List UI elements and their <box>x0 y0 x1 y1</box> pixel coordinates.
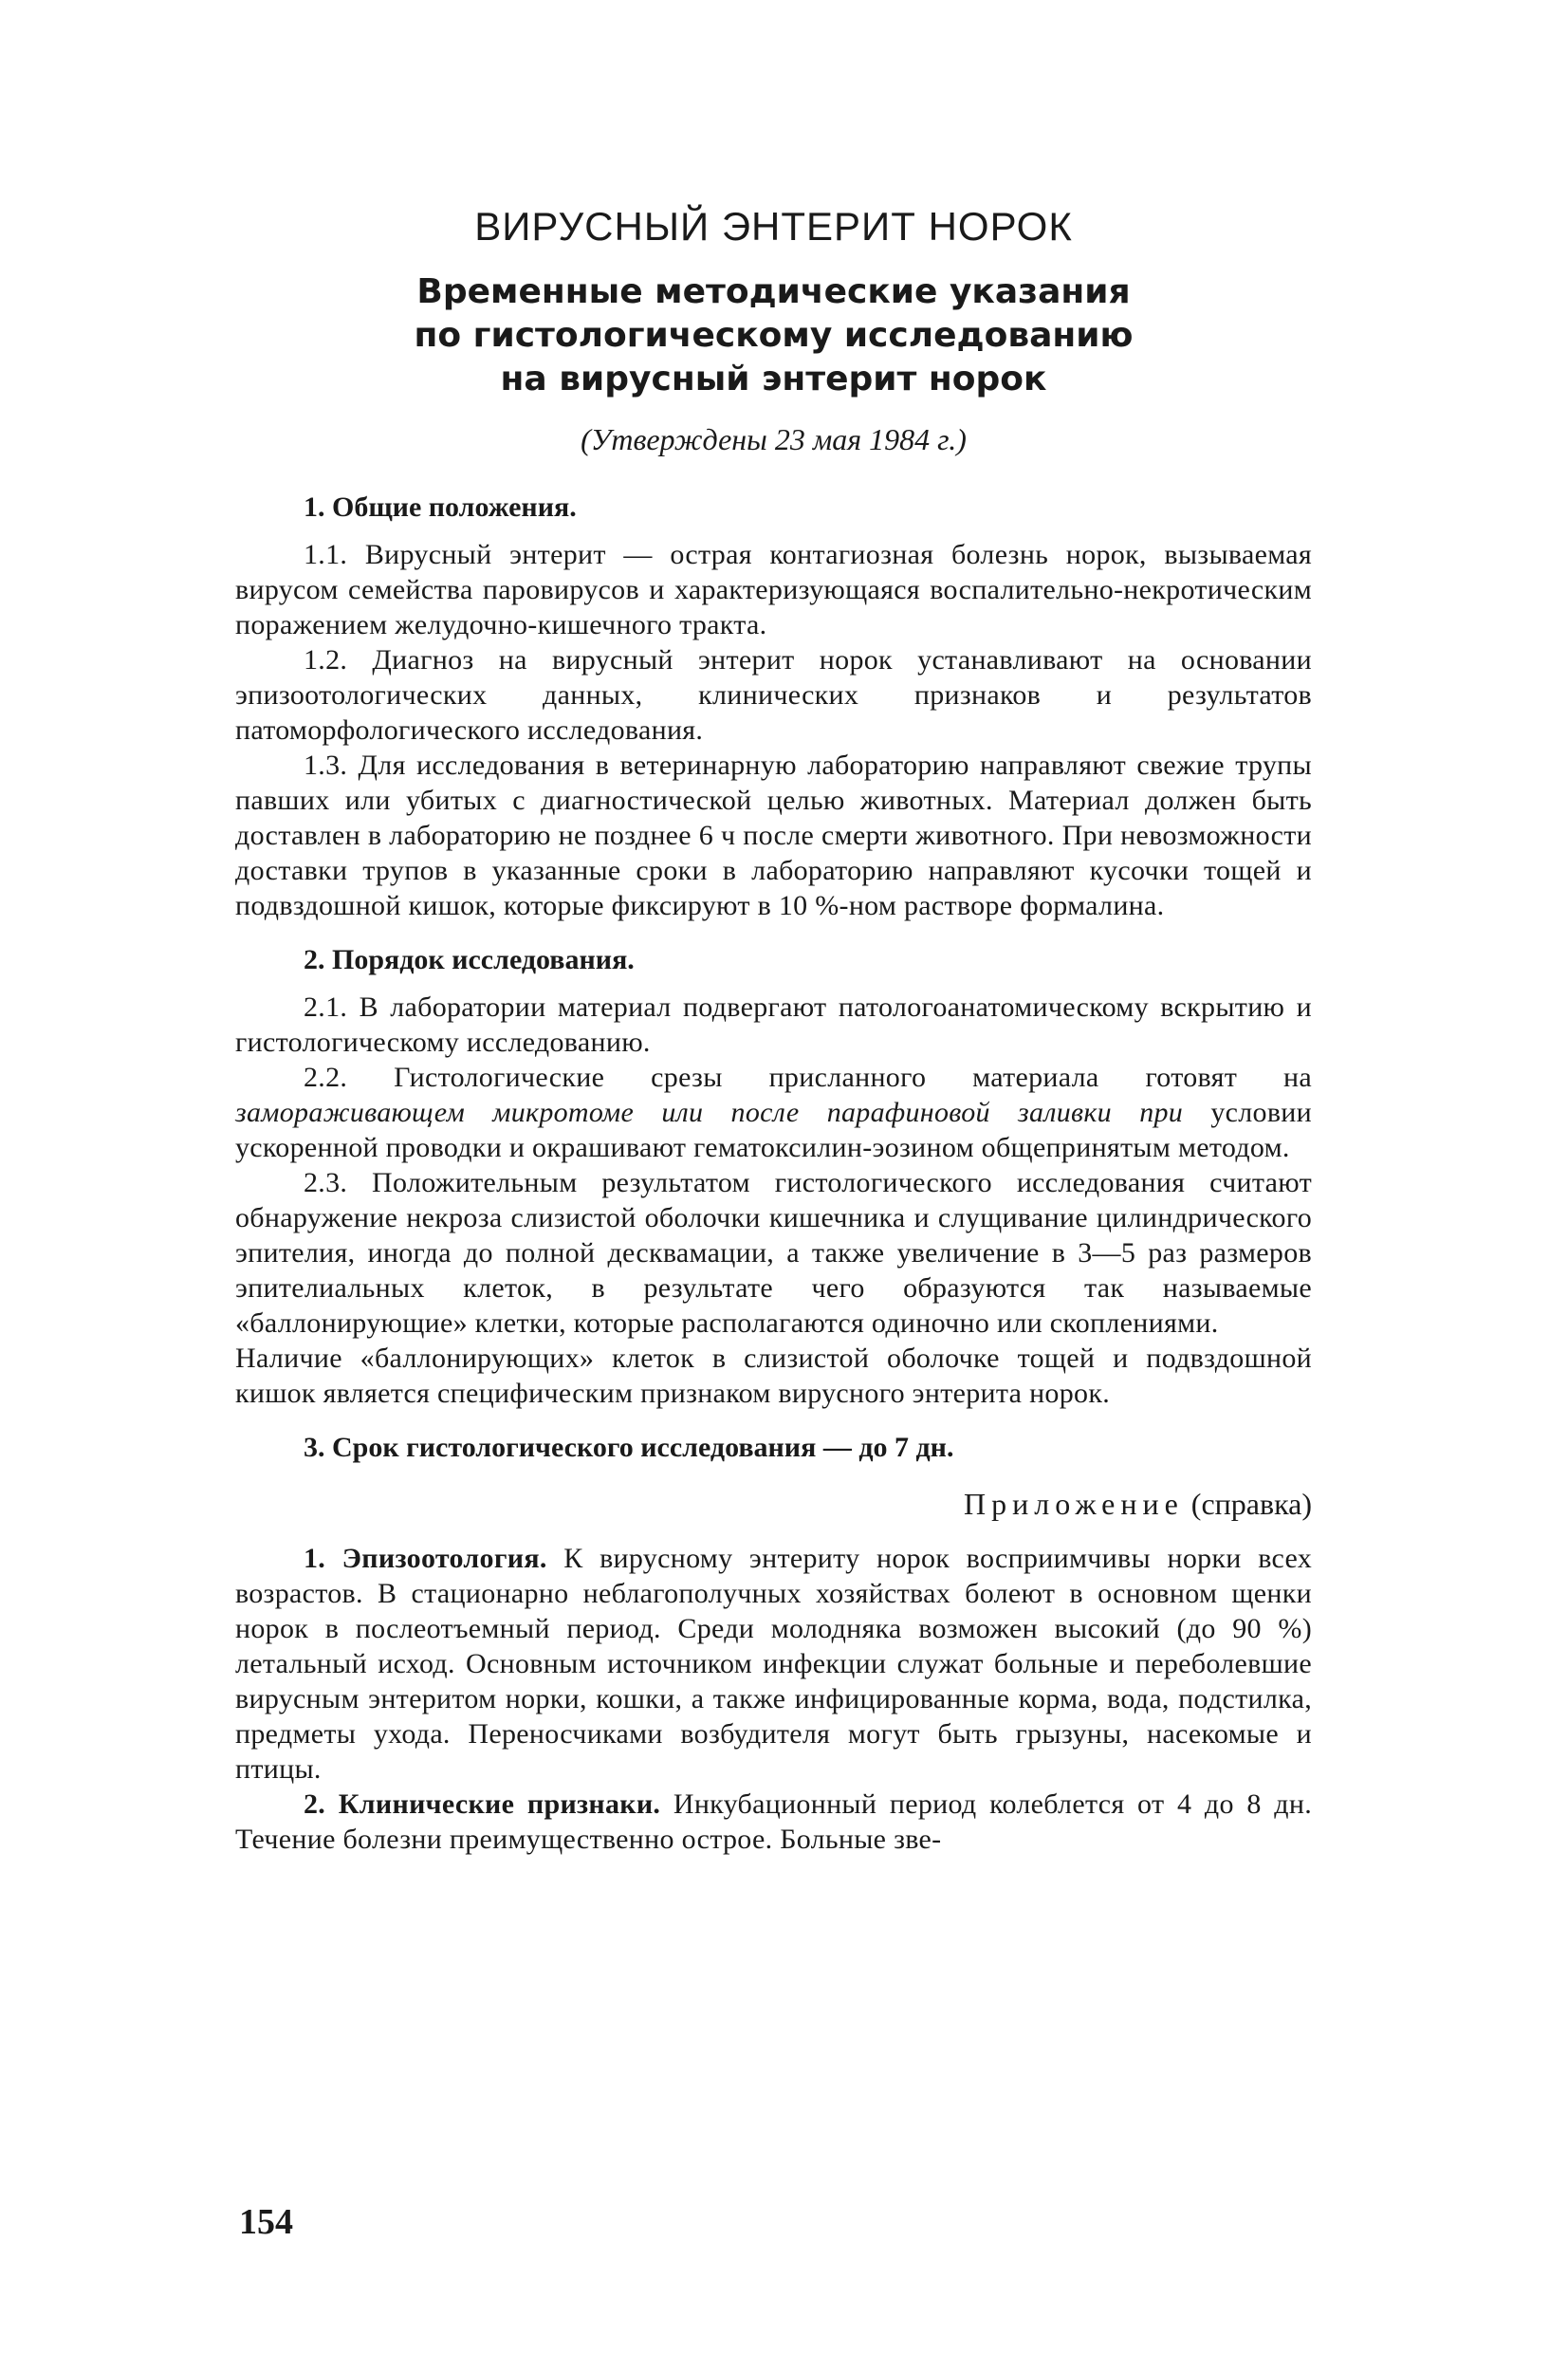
paragraph-2-2-start: 2.2. Гистологические срезы присланного материала готовят на <box>304 1062 1312 1093</box>
page-number: 154 <box>239 2202 293 2242</box>
appendix-label-rest: (справка) <box>1183 1487 1312 1521</box>
section-2-heading: 2. Порядок исследования. <box>304 944 635 975</box>
section-3-heading: 3. Срок гистологического исследования — до 7 дн. <box>304 1432 954 1463</box>
appendix-paragraph-1 <box>235 1541 1312 1787</box>
paragraph-1-1: 1.1. Вирусный энтерит — острая контагиозная болезнь норок, вызываемая вирусом семейства паровирусов и характеризующаяся воспалительно-некротическим поражением желудочно-кишечного тракта. <box>235 539 1312 640</box>
document-title: ВИРУСНЫЙ ЭНТЕРИТ НОРОК <box>474 204 1073 249</box>
paragraph-2-1: 2.1. В лаборатории материал подвергают патологоанатомическому вскрытию и гистологическому исследованию. <box>235 991 1312 1058</box>
paragraph-1-2: 1.2. Диагноз на вирусный энтерит норок устанавливают на основании эпизоотологических данных, клинических признаков и результатов патоморфологического исследования. <box>235 644 1312 746</box>
appendix-1-title: 1. Эпизоотология. <box>304 1543 547 1574</box>
appendix-2-title: 2. Клинические признаки. <box>304 1788 661 1820</box>
paragraph-2-3-continued: Наличие «баллонирующих» клеток в слизистой оболочке тощей и подвздошной кишок является специфическим признаком вирусного энтерита норок. <box>235 1343 1312 1409</box>
subtitle-line-3: на вирусный энтерит норок <box>500 360 1047 398</box>
appendix-1-text: К вирусному энтериту норок восприимчивы норки всех возрастов. В стационарно неблагополучных хозяйствах болеют в основном щенки норок в послеотъемный период. Среди молодняка возможен высокий (до 90 %) летальный исход. Основным источником инфекции служат больные и переболевшие вирусным энтеритом норки, кошки, а также инфицированные корма, вода, подстилка, предметы ухода. Переносчиками возбудителя могут быть грызуны, насекомые и птицы. <box>235 1543 1312 1785</box>
appendix-2-text: Инкубационный период колеблется от 4 до 8 дн. Течение болезни преимущественно острое. Больные зве- <box>235 1788 1313 1855</box>
document-page <box>235 204 1312 1857</box>
approval-date: (Утверждены 23 мая 1984 г.) <box>581 422 967 456</box>
paragraph-1-3: 1.3. Для исследования в ветеринарную лабораторию направляют свежие трупы павших или убитых с диагностической целью животных. Материал должен быть доставлен в лабораторию не позднее 6 ч после смерти животного. При невозможности доставки трупов в указанные сроки в лабораторию направляют кусочки тощей и подвздошной кишок, которые фиксируют в 10 %-ном растворе формалина. <box>235 750 1312 921</box>
paragraph-2-2 <box>235 1060 1312 1165</box>
paragraph-2-2-italic: замораживающем микротоме или после парафиновой заливки при <box>235 1097 1184 1128</box>
paragraph-2-2-end: условии ускоренной проводки и окрашивают гематоксилин-эозином общепринятым методом. <box>235 1097 1312 1163</box>
paragraph-2-3: 2.3. Положительным результатом гистологического исследования считают обнаружение некроза слизистой оболочки кишечника и слущивание цилиндрического эпителия, иногда до полной десквамации, а также увеличение в 3—5 раз размеров эпителиальных клеток, в результате чего образуются так называемые «баллонирующие» клетки, которые располагаются одиночно или скоплениями. <box>235 1167 1312 1339</box>
appendix-paragraph-2 <box>235 1787 1312 1857</box>
subtitle-line-2: по гистологическому исследованию <box>414 316 1134 355</box>
appendix-label-spaced: Приложение <box>964 1487 1184 1521</box>
section-1-heading: 1. Общие положения. <box>304 491 577 523</box>
appendix-label <box>235 1487 1312 1522</box>
subtitle-line-1: Временные методические указания <box>416 272 1131 311</box>
